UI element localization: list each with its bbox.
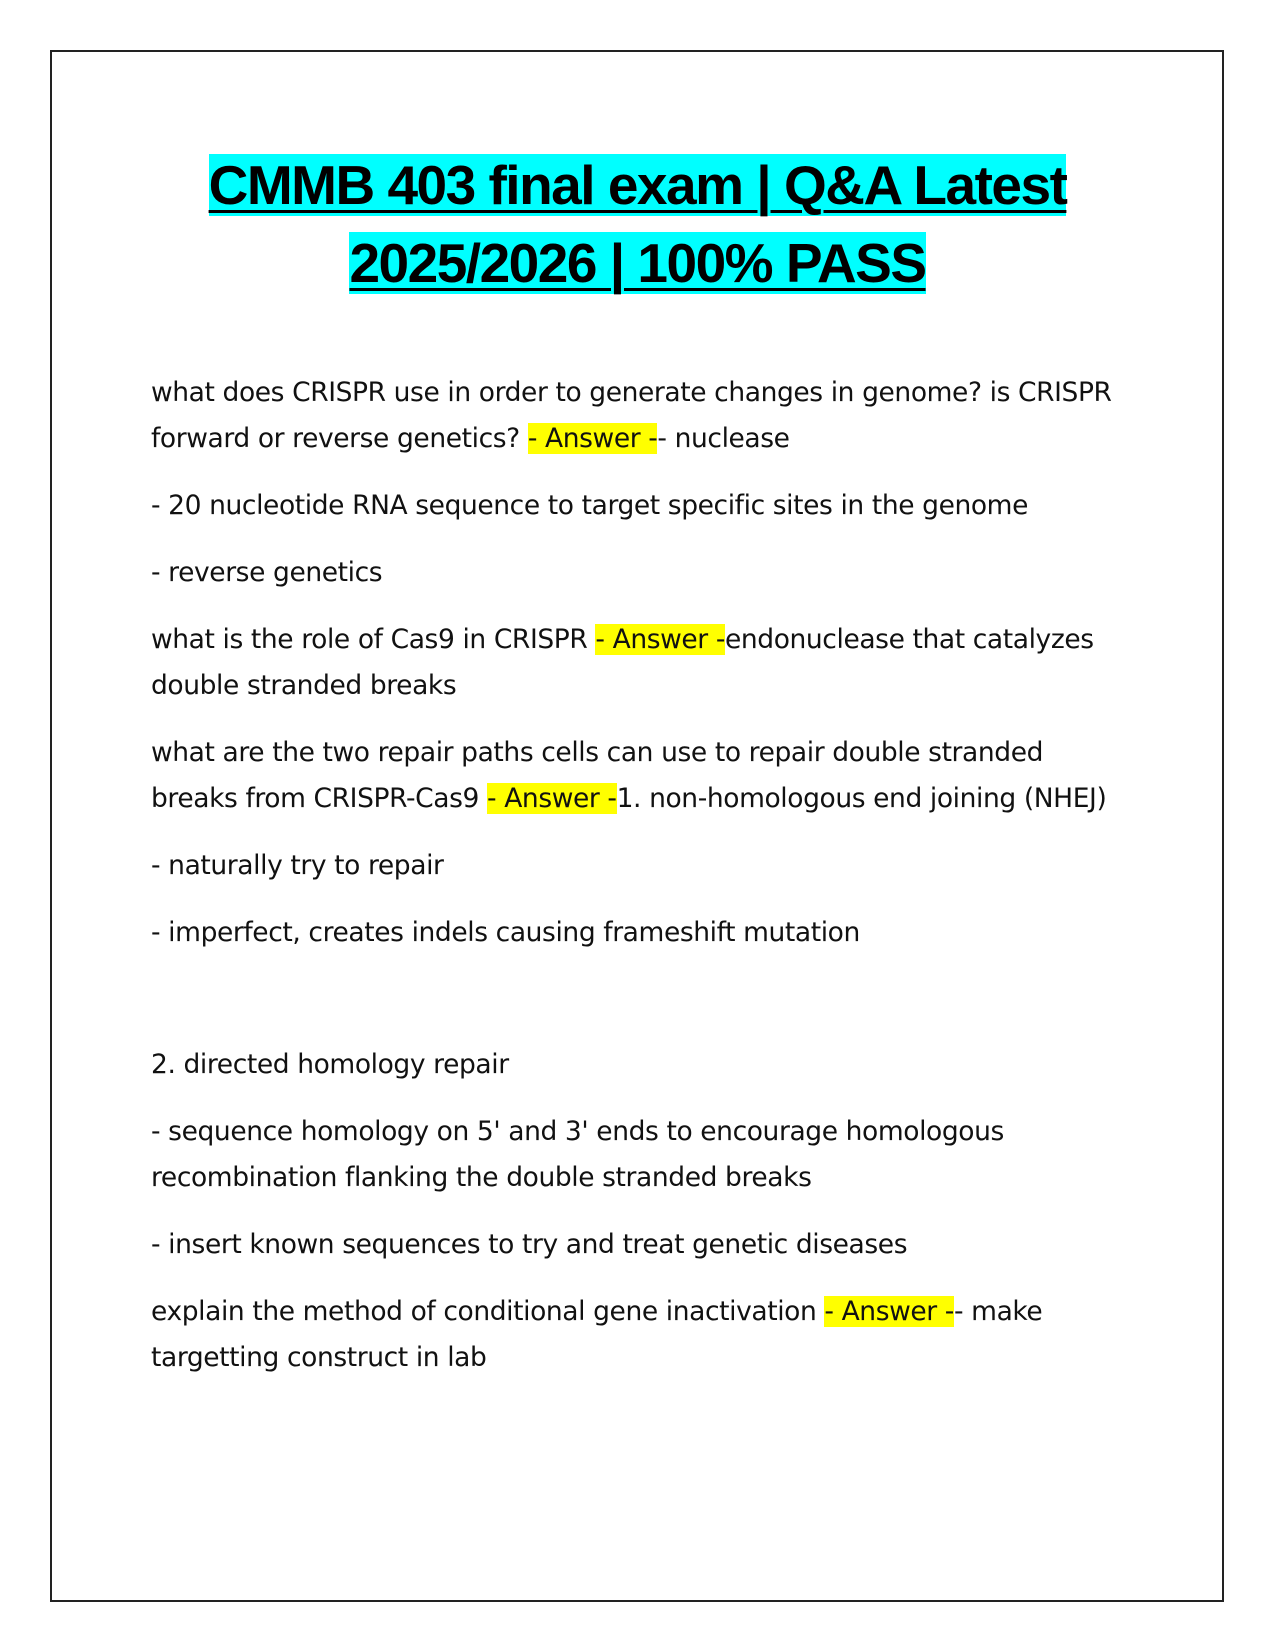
answer-marker: - Answer - [487,783,617,814]
answer-detail: - sequence homology on 5' and 3' ends to encourage homologous recombination flanking the double stranded breaks [151,1116,1004,1193]
answer-text: - make targetting construct in lab [151,1296,1043,1373]
question-text: explain the method of conditional gene inactivation [151,1296,825,1327]
answer-marker: - Answer - [595,624,725,655]
document-body [151,370,1131,1402]
answer-detail: - insert known sequences to try and treat genetic diseases [151,1229,908,1260]
qa-item-3 [151,730,1131,822]
answer-detail: - naturally try to repair [151,850,444,881]
qa-item-1 [151,370,1131,462]
question-text: what are the two repair paths cells can use to repair double stranded breaks from CRISPR-Cas9 [151,737,1044,814]
qa-item-2 [151,617,1131,709]
answer-text: 1. non-homologous end joining (NHEJ) [616,783,1107,814]
answer-detail: - 20 nucleotide RNA sequence to target specific sites in the genome [151,490,1028,521]
answer-text: endonuclease that catalyzes double stranded breaks [151,624,1094,701]
title-line-2: 2025/2026 | 100% PASS [349,232,926,294]
answer-detail: 2. directed homology repair [151,1049,509,1080]
question-text: what is the role of Cas9 in CRISPR [151,624,596,655]
document-title [0,146,1275,302]
answer-detail: - reverse genetics [151,557,383,588]
answer-detail: - imperfect, creates indels causing frameshift mutation [151,917,860,948]
question-text: what does CRISPR use in order to generate changes in genome? is CRISPR forward or reverse genetics? [151,377,1112,454]
title-line-1: CMMB 403 final exam | Q&A Latest [208,154,1067,216]
blank-space [151,977,1131,1042]
qa-item-4 [151,1289,1131,1381]
answer-text: - nuclease [657,423,790,454]
answer-marker: - Answer - [527,423,658,454]
answer-marker: - Answer - [824,1296,954,1327]
